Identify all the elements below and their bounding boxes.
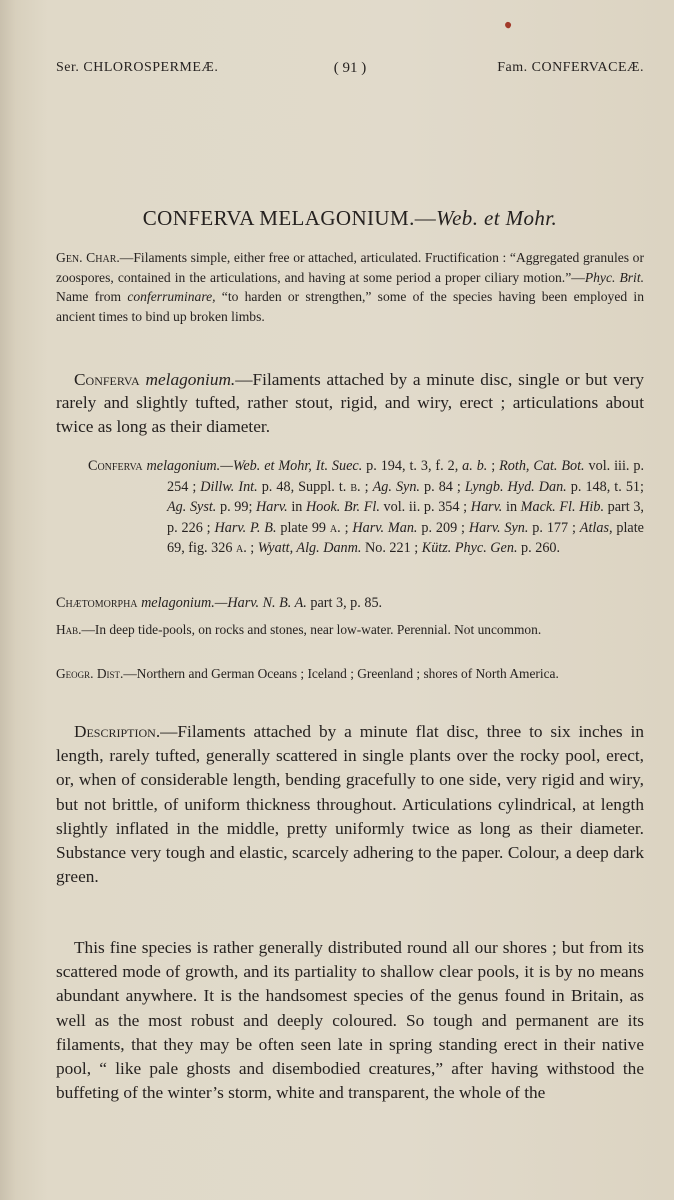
- running-head-left: Ser. CHLOROSPERMEÆ.: [56, 60, 219, 75]
- ref-text-8: p. 99;: [216, 499, 257, 515]
- ref-text-15: p. 209 ;: [417, 519, 469, 536]
- ref-6: Lyngb. Hyd. Dan.: [464, 478, 567, 495]
- synonymy: [88, 456, 644, 559]
- ref-text-9: in: [287, 499, 307, 515]
- description-text: —Filaments attached by a minute flat disc, three to six inches in length, rarely tufted, generally scattered in single plants over the rocky pool, erect, or, when of considerable length, bending gracefully to one side, very rigid and wiry, but not brittle, of uniform thickness throughout. Articulations cylindrical, at length slightly inflated in the middle, pretty uniformly twice as long as their diameter. Substance very tough and elastic, scarcely adhering to the paper. Colour, a deep dark green.: [56, 722, 644, 887]
- gen-char-text-2: Name from: [56, 289, 128, 305]
- running-head: [56, 60, 644, 82]
- ref-3: Roth, Cat. Bot.: [499, 458, 585, 474]
- ref-text-6: p. 84 ;: [419, 478, 465, 495]
- ref-9: Hook. Br. Fl.: [306, 499, 380, 515]
- ref-letter-2: a.: [329, 519, 341, 536]
- description: [56, 720, 644, 889]
- ref-12: Harv. P. B.: [214, 519, 277, 536]
- ref-text-7: p. 148, t. 51;: [566, 478, 644, 495]
- synonym-genus-2: Chætomorpha: [56, 595, 138, 611]
- ref-8: Harv.: [256, 499, 288, 515]
- ref-text-5: ;: [360, 478, 373, 495]
- observations: This fine species is rather generally distributed round all our shores ; but from its scattered mode of growth, and its partiality to shallow clear pools, it is by no means abundant anywhere. It is the handsomest species of the genus found in Britain, as well as the most robust and deeply coloured. So tough and permanent are its filaments, that they may be often seen late in spring standing erect in their native pool, “ like pale ghosts and disembodied creatures,” after having withstood the buffeting of the winter’s storm, white and transparent, the whole of the: [56, 938, 644, 1103]
- ref-text-10: vol. ii. p. 354 ;: [379, 499, 471, 515]
- ref-text-13: plate 99: [276, 519, 330, 536]
- synonym-species-1: melagonium.—Web. et Mohr,: [146, 458, 312, 474]
- ref-2: a. b.: [462, 458, 488, 474]
- running-head-right: Fam. CONFERVACEÆ.: [497, 60, 644, 75]
- ref-14: Harv. Syn.: [468, 519, 529, 536]
- habitat-label: Hab.: [56, 622, 82, 637]
- synonym-entry-1: [88, 456, 644, 559]
- ref-4: Dillw. Int.: [200, 478, 258, 495]
- gen-char-text-1: —Filaments simple, either free or attached, articulated. Fructification : “Aggregated granules or zoospores, contained in the articulations, and having at some period a proper ciliary motion.”—: [56, 250, 644, 285]
- gen-char-etymon: conferruminare,: [127, 289, 216, 305]
- ref-letter-3: a.: [235, 540, 247, 556]
- ref-text-12: part 3, p. 226 ;: [167, 499, 644, 536]
- ref-text-20: p. 260.: [517, 540, 561, 556]
- ref-16: Wyatt, Alg. Danm.: [257, 540, 362, 556]
- ink-mark: [504, 21, 512, 29]
- ref-text-1: p. 194, t. 3, f. 2,: [362, 458, 463, 474]
- gen-char-source: Phyc. Brit.: [584, 269, 645, 285]
- ref-1: It. Suec.: [315, 458, 363, 474]
- ref-text-19: No. 221 ;: [361, 540, 422, 556]
- description-label: Description.: [74, 722, 161, 741]
- ref-text-16: p. 177 ;: [528, 519, 580, 536]
- ref-5: Ag. Syn.: [372, 478, 420, 495]
- ref-text-11: in: [502, 499, 521, 515]
- title-authority: Web. et Mohr.: [436, 206, 558, 230]
- ref-text-14: ;: [340, 519, 353, 536]
- ref-11: Mack. Fl. Hib.: [520, 499, 604, 515]
- diagnosis-text: —Filaments attached by a minute disc, single or but very rarely and slightly tufted, rather stout, rigid, and wiry, erect ; articulations about twice as long as their diameter.: [56, 370, 644, 436]
- synonym-species-2: melagonium.—Harv. N. B. A.: [141, 595, 307, 611]
- ref-17: Kütz. Phyc. Gen.: [421, 540, 518, 556]
- distribution-text: —Northern and German Oceans ; Iceland ; Greenland ; shores of North America.: [123, 666, 559, 681]
- habitat: [56, 620, 644, 640]
- gen-char-text-3: “to harden or strengthen,” some of the species having been employed in ancient times to bind up broken limbs.: [56, 289, 644, 324]
- ref-10: Harv.: [470, 499, 503, 515]
- diagnosis: [56, 368, 644, 438]
- habitat-text: —In deep tide-pools, on rocks and stones, near low-water. Perennial. Not uncommon.: [81, 622, 542, 637]
- title-name: CONFERVA MELAGONIUM.—: [142, 206, 437, 230]
- ref-7: Ag. Syst.: [167, 499, 217, 515]
- gen-char-label: Gen. Char.: [56, 250, 120, 265]
- species-title: [56, 206, 644, 231]
- ref-letter-1: b.: [350, 478, 361, 495]
- distribution-label: Geogr. Dist.: [56, 666, 124, 681]
- ref-text-4: p. 48, Suppl. t.: [257, 478, 351, 495]
- ref-text-3: vol. iii. p. 254 ;: [167, 458, 645, 495]
- geographic-distribution: [56, 664, 644, 684]
- ref-text-17: plate 69, fig. 326: [167, 519, 644, 556]
- ref-text-2: ;: [487, 458, 500, 474]
- page-number: ( 91 ): [333, 60, 367, 76]
- diagnosis-genus: Conferva: [74, 370, 140, 389]
- ref-13: Harv. Man.: [352, 519, 418, 536]
- ref-15: Atlas,: [579, 519, 613, 536]
- diagnosis-species: melagonium.: [145, 370, 236, 389]
- ref-text-18: ;: [246, 540, 258, 556]
- synonym-entry-2: [56, 593, 644, 614]
- synonym-text-2: part 3, p. 85.: [306, 595, 383, 611]
- synonym-genus-1: Conferva: [88, 458, 143, 474]
- generic-character: [56, 248, 644, 326]
